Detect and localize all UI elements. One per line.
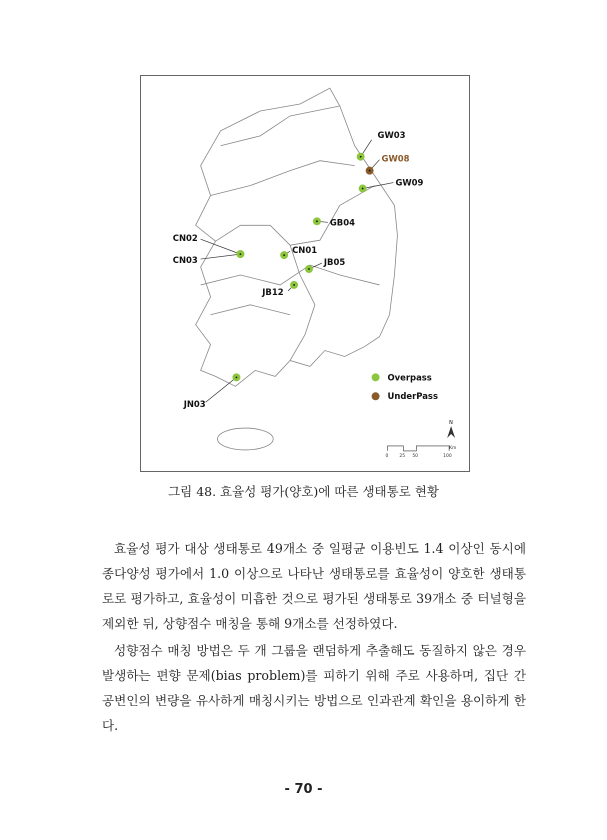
legend-overpass-label: Overpass: [387, 372, 432, 383]
site-gb04: [313, 217, 355, 227]
north-label: N: [449, 420, 453, 427]
site-label: GB04: [329, 217, 355, 228]
site-jn03: [183, 373, 241, 409]
site-label: JB12: [262, 286, 284, 297]
site-label: CN03: [172, 255, 198, 266]
north-arrow-icon: [447, 420, 455, 438]
site-label: JN03: [183, 399, 206, 410]
site-marker-center: [369, 170, 371, 172]
page-number: - 70 -: [284, 782, 323, 797]
site-gw08: [366, 154, 410, 175]
site-label: GW08: [381, 153, 410, 164]
site-marker-center: [308, 268, 310, 270]
korea-map: [141, 76, 469, 471]
legend-underpass-swatch: [372, 392, 380, 400]
leader-line: [201, 239, 241, 254]
site-gw09: [359, 178, 424, 193]
body-text: [102, 536, 526, 738]
site-label: JB05: [323, 257, 346, 268]
scale-tick: 100: [443, 453, 452, 459]
site-jb12: [261, 281, 298, 297]
site-marker-center: [293, 284, 295, 286]
site-label: CN01: [292, 245, 318, 256]
legend-underpass-label: UnderPass: [387, 391, 438, 402]
leader-line: [363, 183, 394, 189]
scale-tick: 0: [385, 453, 389, 459]
scale-tick: 25: [399, 453, 406, 459]
scale-tick: 50: [412, 453, 419, 459]
site-cn01: [280, 245, 317, 259]
site-label: GW09: [395, 177, 424, 188]
site-cn03: [173, 250, 245, 265]
legend-overpass-swatch: [372, 373, 380, 381]
figure-caption: 그림 48. 효율성 평가(양호)에 따른 생태통로 현황: [168, 484, 439, 499]
site-marker-center: [283, 254, 285, 256]
site-marker-center: [236, 376, 238, 378]
site-marker-center: [362, 188, 364, 190]
paragraph: 효율성 평가 대상 생태통로 49개소 중 일평균 이용빈도 1.4 이상인 동시에 종다양성 평가에서 1.0 이상으로 나타난 생태통로를 효율성이 양호한 생태통로로 평가하고, 효율성이 미흡한 것으로 평가된 생태통로 39개소 중 터널형을 제외한 뒤, 상향점수 매칭을 통해 9개소를 선정하였다.: [102, 541, 526, 631]
map-outline: [196, 88, 398, 450]
site-marker-center: [316, 220, 318, 222]
map-figure: [140, 75, 470, 472]
scale-unit: Km: [449, 445, 457, 451]
site-marker-center: [239, 253, 241, 255]
site-label: GW03: [377, 129, 406, 140]
legend: [372, 372, 438, 401]
leader-line: [206, 377, 237, 402]
site-marker-center: [360, 156, 362, 158]
paragraph: 성향점수 매칭 방법은 두 개 그룹을 랜덤하게 추출해도 동질하지 않은 경우 발생하는 편향 문제(bias problem)를 피하기 위해 주로 사용하며, 집단 간 공변인의 변량을 유사하게 매칭시키는 방법으로 인과관계 확인을 용이하게 한다.: [102, 643, 526, 733]
scale-bar: [387, 446, 449, 451]
site-label: CN02: [172, 233, 198, 244]
